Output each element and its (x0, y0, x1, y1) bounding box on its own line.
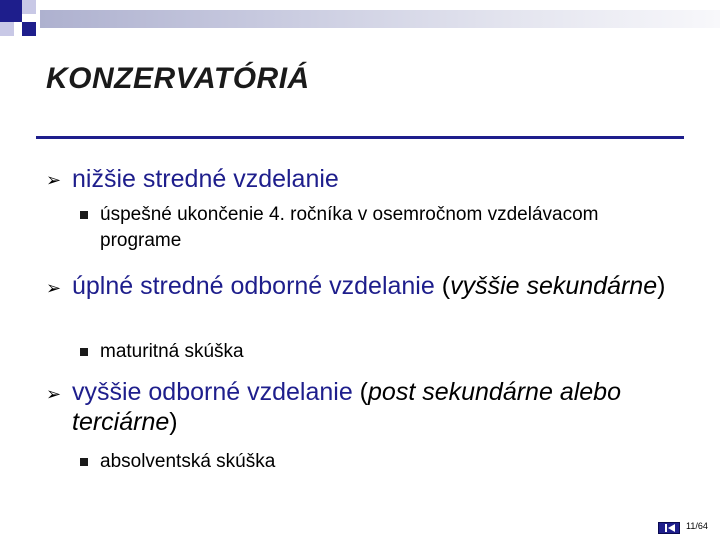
bullet-heading-text: úplné stredné odborné vzdelanie (72, 272, 435, 300)
first-slide-button[interactable] (658, 522, 680, 534)
bullet-heading-parenthetical: vyššie sekundárne (450, 272, 658, 300)
decor-square (0, 22, 14, 36)
bullet-heading (72, 377, 672, 437)
square-bullet-icon (80, 211, 88, 219)
square-bullet-icon (80, 348, 88, 356)
arrow-bullet-icon: ➢ (46, 384, 62, 404)
title-divider (36, 136, 684, 139)
decor-square (22, 22, 36, 36)
sub-bullet: absolventská skúška (100, 451, 276, 472)
decor-square (0, 0, 22, 22)
bullet-heading (72, 271, 672, 301)
header-gradient-bar (40, 10, 720, 28)
first-slide-icon (665, 524, 675, 532)
bullet-heading-text: vyššie odborné vzdelanie (72, 378, 353, 406)
square-bullet-icon (80, 458, 88, 466)
bullet-heading (72, 164, 672, 194)
paren-open: ( (352, 378, 369, 406)
arrow-bullet-icon: ➢ (46, 170, 62, 190)
arrow-bullet-icon: ➢ (46, 278, 62, 298)
bullet-heading-text: nižšie stredné vzdelanie (72, 165, 339, 193)
sub-bullet: úspešné ukončenie 4. ročníka v osemročnom vzdelávacom programe (100, 204, 599, 251)
paren-open: ( (434, 272, 451, 300)
paren-close: ) (169, 408, 178, 436)
paren-close: ) (657, 272, 666, 300)
page-number: 11/64 (686, 521, 708, 531)
bullet-heading-parenthetical: post sekundárne alebo terciárne (72, 378, 621, 436)
slide-title: KONZERVATÓRIÁ (46, 62, 310, 95)
decor-square (22, 0, 36, 14)
sub-bullet: maturitná skúška (100, 341, 244, 362)
